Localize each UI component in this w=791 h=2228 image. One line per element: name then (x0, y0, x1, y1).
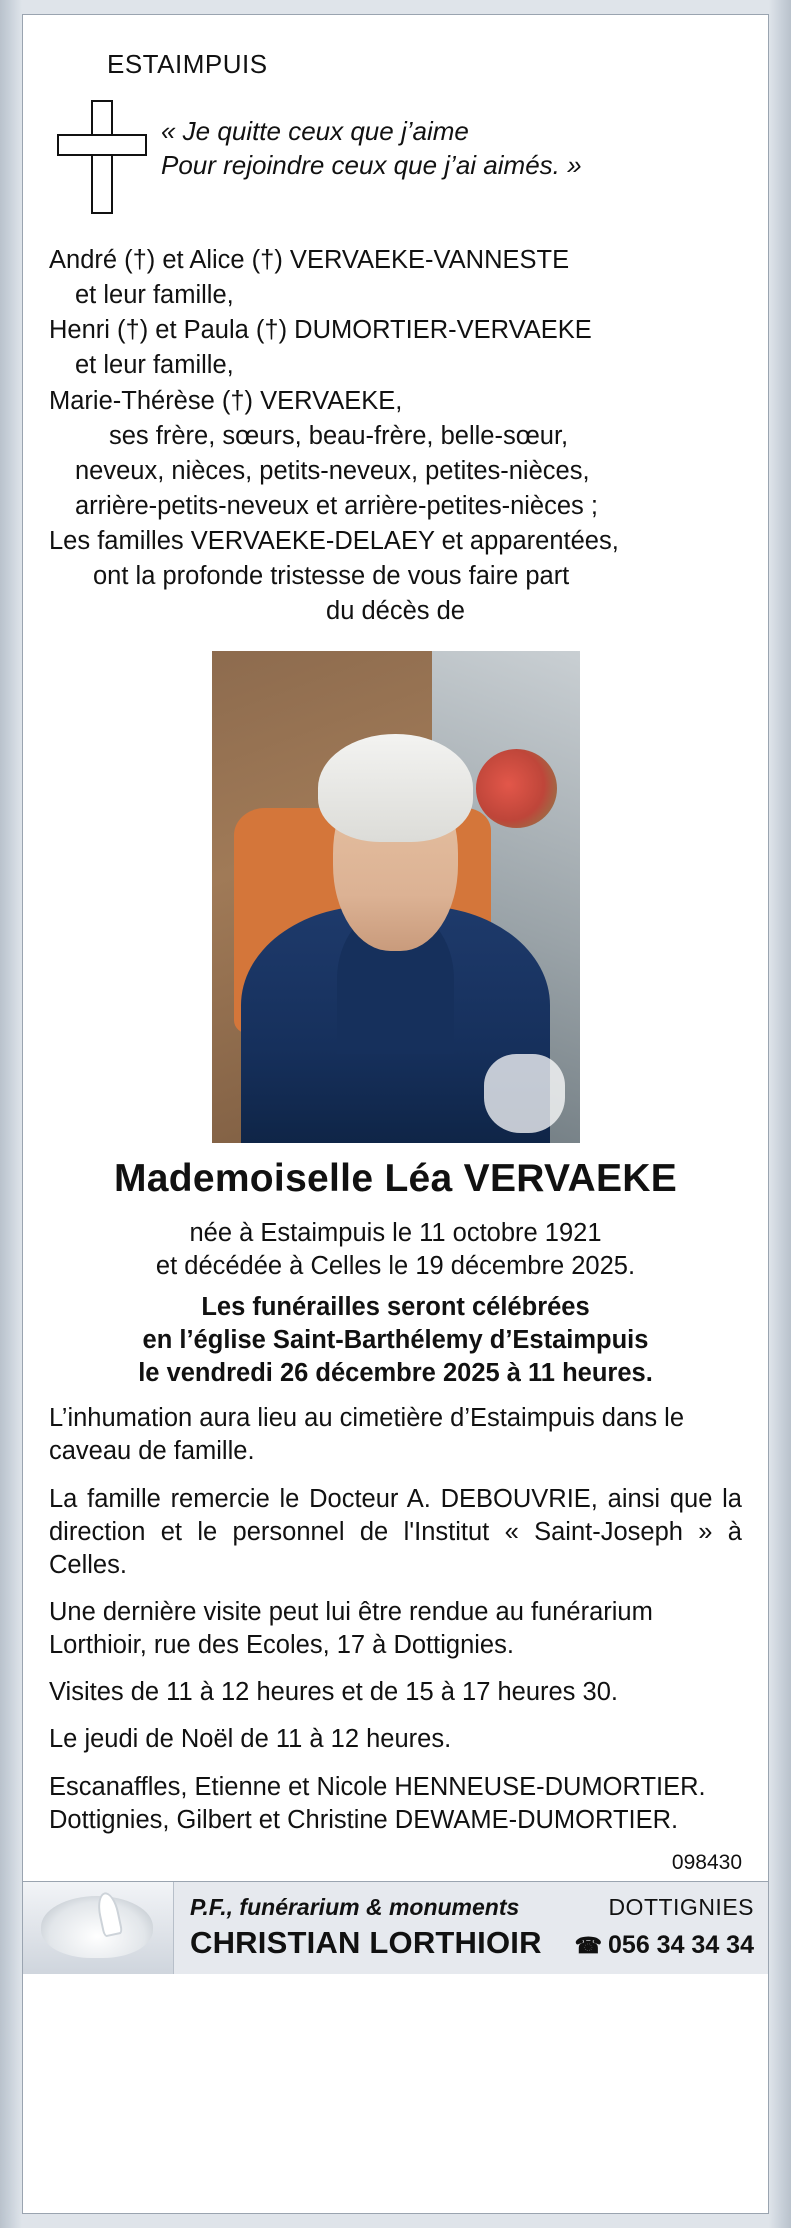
funeral-line-3: le vendredi 26 décembre 2025 à 11 heures. (138, 1359, 653, 1388)
family-list (49, 244, 742, 629)
reference-number: 098430 (671, 1850, 742, 1874)
burial-paragraph: L’inhumation aura lieu au cimetière d’Estaimpuis dans le caveau de famille. (49, 1404, 685, 1466)
memorial-card (22, 14, 769, 2214)
epitaph-section (49, 98, 742, 218)
family-line: Marie-Thérèse (†) VERVAEKE, (49, 386, 403, 415)
death-line: et décédée à Celles le 19 décembre 2025. (155, 1251, 636, 1280)
portrait-container (49, 651, 742, 1143)
phone-number-block (575, 1931, 754, 1960)
visit-paragraph: Une dernière visite peut lui être rendue au funérarium Lorthioir, rue des Ecoles, 17 à Dottignies. (49, 1597, 653, 1660)
family-line: Les familles VERVAEKE-DELAEY et apparentées, (49, 527, 619, 556)
funeral-details (49, 1291, 742, 1390)
portrait-photo (212, 651, 580, 1143)
family-line: Henri (†) et Paula (†) DUMORTIER-VERVAEKE (49, 316, 592, 345)
family-line: ses frère, sœurs, beau-frère, belle-sœur, (109, 421, 569, 450)
christmas-hours-paragraph: Le jeudi de Noël de 11 à 12 heures. (49, 1725, 452, 1754)
relatives-line-2: Dottignies, Gilbert et Christine DEWAME-DUMORTIER. (49, 1805, 679, 1834)
funeral-line-1: Les funérailles seront célébrées (201, 1292, 590, 1321)
family-line: André (†) et Alice (†) VERVAEKE-VANNESTE (49, 246, 570, 274)
phone-number: 056 34 34 34 (608, 1931, 754, 1960)
visiting-hours-paragraph: Visites de 11 à 12 heures et de 15 à 17 heures 30. (49, 1678, 618, 1707)
funeral-home-banner (23, 1881, 768, 1974)
relatives-line-1: Escanaffles, Etienne et Nicole HENNEUSE-DUMORTIER. (49, 1772, 706, 1801)
company-name: CHRISTIAN LORTHIOIR (190, 1925, 542, 1961)
city-label: DOTTIGNIES (608, 1894, 754, 1921)
phone-icon: ☎ (574, 1933, 603, 1959)
deceased-name: Mademoiselle Léa VERVAEKE (113, 1156, 678, 1200)
family-line: et leur famille, (75, 281, 234, 310)
family-line: arrière-petits-neveux et arrière-petites-nièces ; (75, 491, 598, 520)
swan-logo (23, 1882, 174, 1974)
birth-line: née à Estaimpuis le 11 octobre 1921 (189, 1218, 602, 1247)
epitaph-line-1: « Je quitte ceux que j’aime (161, 116, 469, 146)
notice-body (49, 1402, 742, 1837)
family-line: du décès de (326, 597, 465, 626)
cross-icon (49, 98, 153, 214)
epitaph-line-2: Pour rejoindre ceux que j’ai aimés. » (161, 150, 582, 181)
locality-label: ESTAIMPUIS (107, 49, 268, 79)
family-line: et leur famille, (75, 351, 234, 380)
funeral-home-details (174, 1882, 768, 1974)
epitaph-text (153, 98, 742, 183)
services-label: P.F., funérarium & monuments (190, 1894, 520, 1921)
family-line: neveux, nièces, petits-neveux, petites-nièces, (75, 456, 590, 485)
family-line: ont la profonde tristesse de vous faire part (93, 562, 570, 591)
thanks-paragraph: La famille remercie le Docteur A. DEBOUVRIE, ainsi que la direction et le personnel de l'Institut « Saint-Joseph » à Celles. (49, 1484, 742, 1579)
swan-icon (41, 1896, 153, 1958)
funeral-line-2: en l’église Saint-Barthélemy d’Estaimpuis (142, 1325, 649, 1354)
life-dates (49, 1217, 742, 1283)
